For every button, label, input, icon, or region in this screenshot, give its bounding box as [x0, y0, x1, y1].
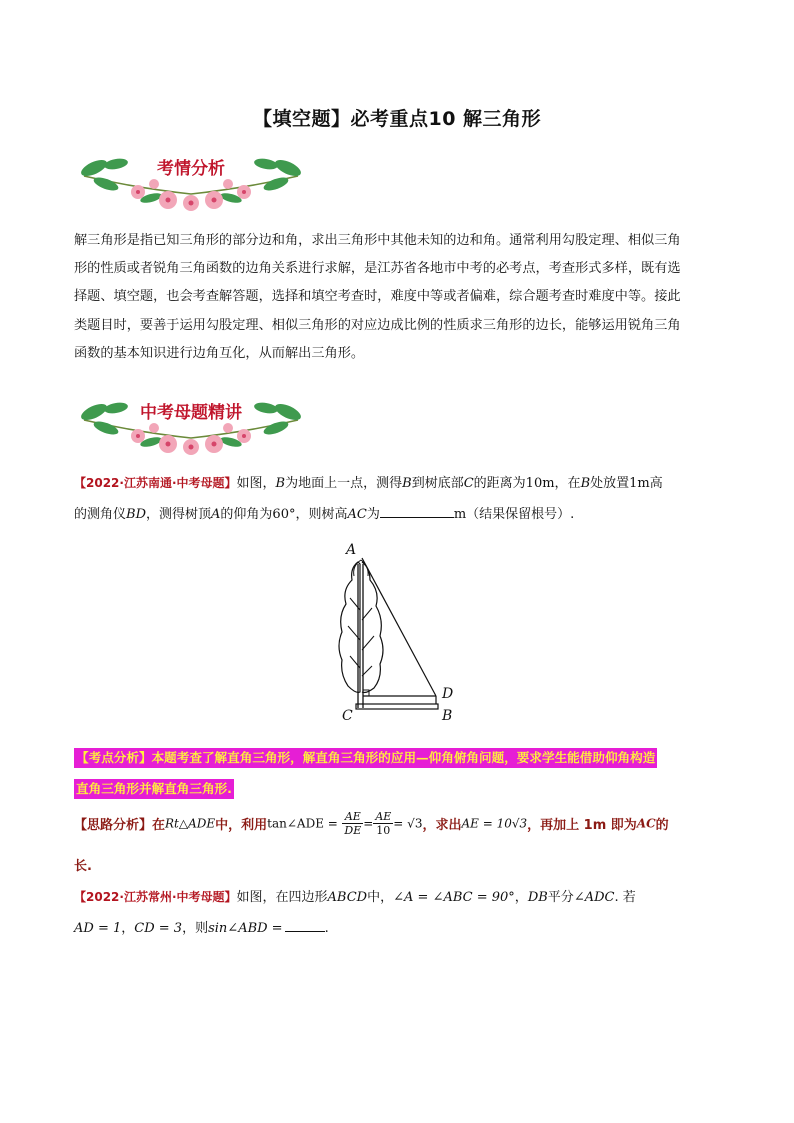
text: 的距离为 — [473, 476, 526, 491]
numerator: AE — [342, 810, 363, 824]
var: AC — [347, 507, 367, 522]
var: BD — [126, 507, 146, 522]
text: ，则 — [182, 921, 209, 936]
math — [165, 817, 215, 831]
var: ABCD — [327, 890, 368, 905]
text: 的 — [655, 818, 669, 833]
var: B — [402, 476, 412, 491]
text: ， — [121, 921, 135, 936]
text: ，则树高 — [295, 507, 348, 522]
text: 的仰角为 — [220, 507, 273, 522]
label-D: D — [442, 686, 454, 702]
math: sin∠ABD = — [208, 921, 283, 936]
answer-blank[interactable] — [285, 918, 325, 932]
text: ， — [514, 890, 528, 905]
math: ∠ADC — [573, 890, 615, 905]
question2-source: 【2022·江苏常州·中考母题】 — [74, 890, 237, 904]
text: ，求出 — [422, 818, 462, 833]
intro-paragraph — [74, 227, 722, 368]
fraction — [342, 810, 363, 837]
value: 1m — [629, 476, 650, 491]
var: AC — [636, 816, 656, 831]
text: 为 — [366, 507, 380, 522]
text: 中， — [367, 890, 394, 905]
question2-line2 — [74, 918, 724, 939]
page-title: 【填空题】必考重点10 解三角形 — [252, 108, 542, 130]
banner-label: 中考母题精讲 — [140, 403, 242, 423]
var: B — [580, 476, 591, 491]
text: 中，利用 — [215, 818, 268, 833]
text: 如图，在四边形 — [236, 890, 328, 905]
numerator: AE — [375, 810, 392, 823]
section-banner-analysis — [76, 150, 306, 214]
math: AD = 1 — [74, 921, 122, 936]
text: 如图， — [236, 476, 276, 491]
thinking-line2: 长. — [74, 859, 92, 874]
answer-blank[interactable] — [380, 504, 454, 518]
var: DB — [527, 890, 548, 905]
text: ，再加上 1m 即为 — [527, 818, 637, 833]
text: 到树底部 — [411, 476, 464, 491]
intro-line: 择题、填空题，也会考查解答题，选择和填空考查时，难度中等或者偏难，综合题考查时难度中等。接此 — [74, 289, 681, 305]
math: AE = 10√3 — [461, 816, 528, 831]
value: 60° — [272, 507, 296, 522]
value: 10m — [525, 476, 555, 491]
text: 处放置 — [590, 476, 630, 491]
intro-line: 形的性质或者锐角三角函数的边角关系进行求解，是江苏省各地市中考的必考点，考查形式多样，既有选 — [74, 261, 681, 277]
var: C — [463, 476, 474, 491]
text: . 若 — [614, 890, 636, 905]
keypoint-line2: 直角三角形并解直角三角形. — [74, 779, 234, 799]
question1-line1 — [74, 473, 724, 494]
denominator: DE — [344, 824, 362, 837]
tree-figure — [322, 540, 472, 725]
text: 为地面上一点，测得 — [285, 476, 403, 491]
label-C: C — [342, 708, 353, 724]
text: 【思路分析】在 — [74, 818, 166, 833]
var: A — [211, 507, 221, 522]
math — [637, 817, 656, 831]
section-banner-exam — [76, 394, 306, 458]
question2-line1 — [74, 887, 724, 908]
intro-line: 解三角形是指已知三角形的部分边和角，求出三角形中其他未知的边和角。通常利用勾股定理、相似三角 — [74, 233, 681, 248]
text: 高 — [649, 476, 663, 491]
math: ∠A = ∠ABC = 90° — [393, 890, 515, 905]
question1-line2 — [74, 504, 724, 525]
math: tan∠ADE = — [267, 816, 338, 831]
text: . — [324, 921, 329, 936]
text: m（结果保留根号）. — [453, 507, 575, 522]
denominator: 10 — [376, 824, 391, 837]
math: CD = 3 — [134, 921, 183, 936]
intro-line: 类题目时，要善于运用勾股定理、相似三角形的对应边成比例的性质求三角形的边长，能够运用锐角三角 — [74, 317, 681, 333]
intro-line: 函数的基本知识进行边角互化，从而解出三角形。 — [74, 345, 365, 361]
question1-source: 【2022·江苏南通·中考母题】 — [74, 476, 237, 490]
text: ，在 — [554, 476, 581, 491]
label-B: B — [442, 708, 453, 724]
keypoint-line1: 【考点分析】本题考查了解直角三角形，解直角三角形的应用—仰角俯角问题，要求学生能借助仰角构造 — [74, 748, 657, 768]
label-A: A — [346, 542, 357, 558]
math: = — [363, 816, 374, 831]
math: = √3 — [393, 816, 423, 831]
text: ，测得树顶 — [146, 507, 212, 522]
var: B — [275, 476, 286, 491]
banner-label: 考情分析 — [157, 159, 225, 179]
var: Rt△ADE — [165, 816, 216, 831]
thinking-line1 — [74, 810, 724, 837]
fraction — [373, 810, 393, 837]
text: 的测角仪 — [74, 507, 127, 522]
text: 平分 — [547, 890, 574, 905]
